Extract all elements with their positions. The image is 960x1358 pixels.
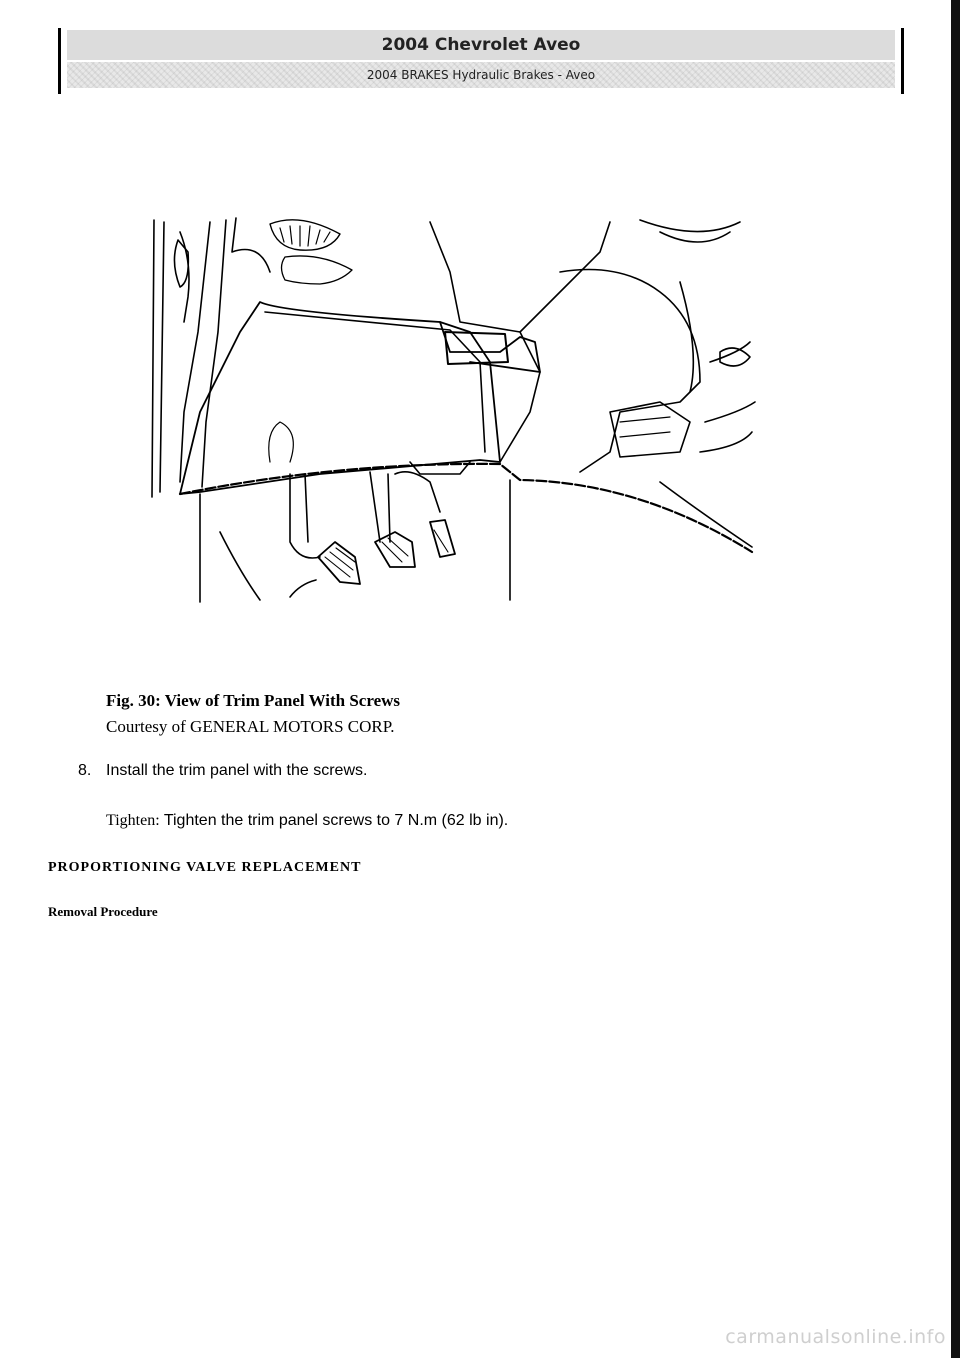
page-edge-bar	[951, 0, 960, 1358]
step-number: 8.	[78, 762, 92, 779]
document-header	[58, 28, 904, 94]
tighten-text: Tighten the trim panel screws to 7 N.m (62 lb in).	[159, 812, 509, 829]
step-item	[78, 762, 367, 780]
vent-icon	[270, 220, 352, 284]
subsection-heading: Removal Procedure	[48, 904, 158, 919]
document-subtitle: 2004 BRAKES Hydraulic Brakes - Aveo	[67, 62, 895, 88]
step-text: Install the trim panel with the screws.	[106, 762, 368, 779]
figure-caption	[106, 688, 400, 740]
pedal-assembly-icon	[290, 462, 470, 584]
trim-panel-illustration	[140, 212, 760, 607]
section-heading: PROPORTIONING VALVE REPLACEMENT	[48, 860, 362, 875]
tighten-label: Tighten:	[106, 812, 160, 829]
figure-caption-courtesy: Courtesy of GENERAL MOTORS CORP.	[106, 717, 395, 736]
document-title: 2004 Chevrolet Aveo	[67, 30, 895, 60]
watermark: carmanualsonline.info	[725, 1326, 946, 1348]
tighten-note	[106, 812, 508, 830]
figure-caption-title: Fig. 30: View of Trim Panel With Screws	[106, 691, 401, 710]
